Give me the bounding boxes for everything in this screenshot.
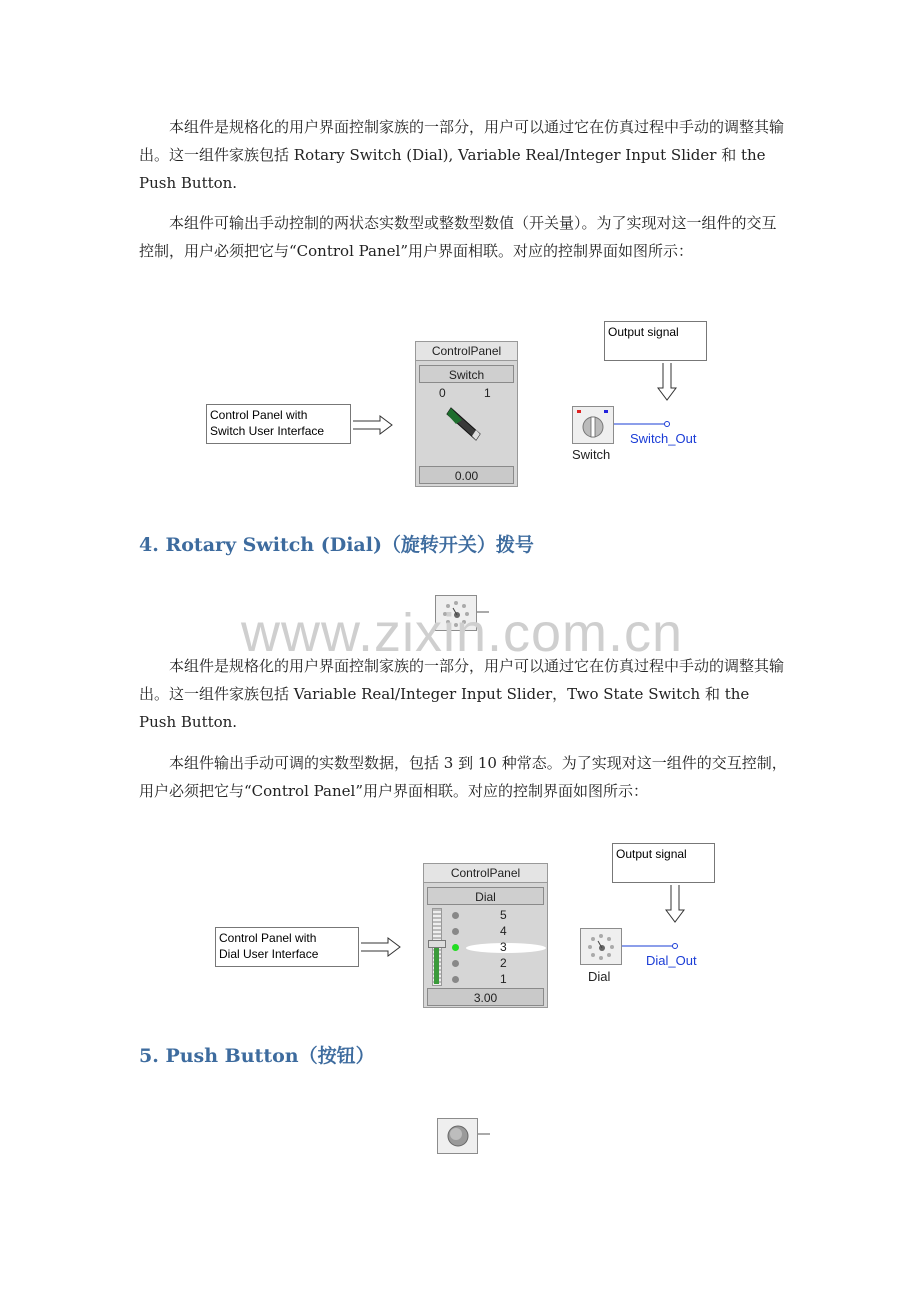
dial-panel-button[interactable]: Dial xyxy=(427,887,544,905)
dial-level-5[interactable] xyxy=(452,908,542,924)
dial-level-4[interactable] xyxy=(452,924,542,940)
section-5-heading: 5. Push Button（按钮） xyxy=(139,1045,375,1067)
switch-block-label: Switch xyxy=(572,447,611,462)
push-button-port-line xyxy=(478,1130,492,1138)
dial-paragraph-1: 本组件是规格化的用户界面控制家族的一部分，用户可以通过它在仿真过程中手动的调整其输出。这一组件家族包括 Variable Real/Integer Input Slider，Two State Switch 和 the Push Button. xyxy=(139,657,785,731)
dial-level-label: 5 xyxy=(500,908,507,922)
dial-block-icon-small[interactable] xyxy=(435,595,477,631)
dial-led-2-icon xyxy=(452,960,459,967)
dial-control-panel xyxy=(423,863,548,1008)
switch-callout-box xyxy=(206,404,351,444)
dial-panel-title: ControlPanel xyxy=(424,864,547,883)
dial-level-label: 3 xyxy=(500,940,507,954)
dial-level-1[interactable] xyxy=(452,972,542,986)
switch-callout-arrow-icon xyxy=(352,414,394,436)
switch-output-signal-box: Output signal xyxy=(604,321,707,361)
switch-callout-line2: Switch User Interface xyxy=(210,424,325,438)
dial-callout-box xyxy=(215,927,359,967)
switch-panel-button[interactable]: Switch xyxy=(419,365,514,383)
dial-paragraph-2: 本组件输出手动可调的实数型数据，包括 3 到 10 种常态。为了实现对这一组件的交互控制，用户必须把它与“Control Panel”用户界面相联。对应的控制界面如图所示： xyxy=(139,754,787,800)
dial-output-arrow-icon xyxy=(664,884,686,924)
push-button-block-icon[interactable] xyxy=(437,1118,478,1154)
dial-block-label: Dial xyxy=(588,969,611,984)
dial-small-port-line xyxy=(477,608,491,616)
dial-level-2[interactable] xyxy=(452,956,542,972)
dial-callout-arrow-icon xyxy=(360,936,402,958)
dial-led-4-icon xyxy=(452,928,459,935)
switch-position-1: 1 xyxy=(484,386,491,400)
dial-block-icon[interactable] xyxy=(580,928,622,965)
switch-panel-title: ControlPanel xyxy=(416,342,517,361)
dial-level-label: 4 xyxy=(500,924,507,938)
dial-level-slider-thumb[interactable] xyxy=(428,940,446,948)
dial-led-5-icon xyxy=(452,912,459,919)
switch-callout-line1: Control Panel with xyxy=(210,408,308,422)
switch-port-label: Switch_Out xyxy=(630,431,697,446)
dial-output-port-line xyxy=(622,940,682,952)
dial-level-slider-fill xyxy=(434,944,439,984)
dial-port-label: Dial_Out xyxy=(646,953,697,968)
intro-paragraph-2: 本组件可输出手动控制的两状态实数型或整数型数值（开关量）。为了实现对这一组件的交互控制，用户必须把它与“Control Panel”用户界面相联。对应的控制界面如图所示： xyxy=(139,214,777,260)
switch-output-port-line xyxy=(614,418,674,430)
dial-led-3-icon xyxy=(452,944,459,951)
switch-control-panel xyxy=(415,341,518,487)
dial-level-label: 1 xyxy=(500,972,507,986)
dial-led-1-icon xyxy=(452,976,459,983)
dial-output-signal-box: Output signal xyxy=(612,843,715,883)
watermark: www.zixin.com.cn xyxy=(240,603,684,663)
dial-level-3[interactable] xyxy=(452,940,546,956)
switch-value-display: 0.00 xyxy=(419,466,514,484)
dial-callout-line2: Dial User Interface xyxy=(219,947,319,961)
switch-knob-icon[interactable] xyxy=(442,400,492,448)
intro-paragraph-1: 本组件是规格化的用户界面控制家族的一部分，用户可以通过它在仿真过程中手动的调整其输出。这一组件家族包括 Rotary Switch (Dial), Variable Real/Integer Input Slider 和 the Push Button. xyxy=(139,118,785,192)
switch-output-arrow-icon xyxy=(656,362,678,402)
switch-position-0: 0 xyxy=(439,386,446,400)
section-4-heading: 4. Rotary Switch (Dial)（旋转开关）拨号 xyxy=(139,534,534,556)
dial-level-label: 2 xyxy=(500,956,507,970)
dial-callout-line1: Control Panel with xyxy=(219,931,317,945)
dial-value-display: 3.00 xyxy=(427,988,544,1006)
switch-block-icon[interactable] xyxy=(572,406,614,444)
